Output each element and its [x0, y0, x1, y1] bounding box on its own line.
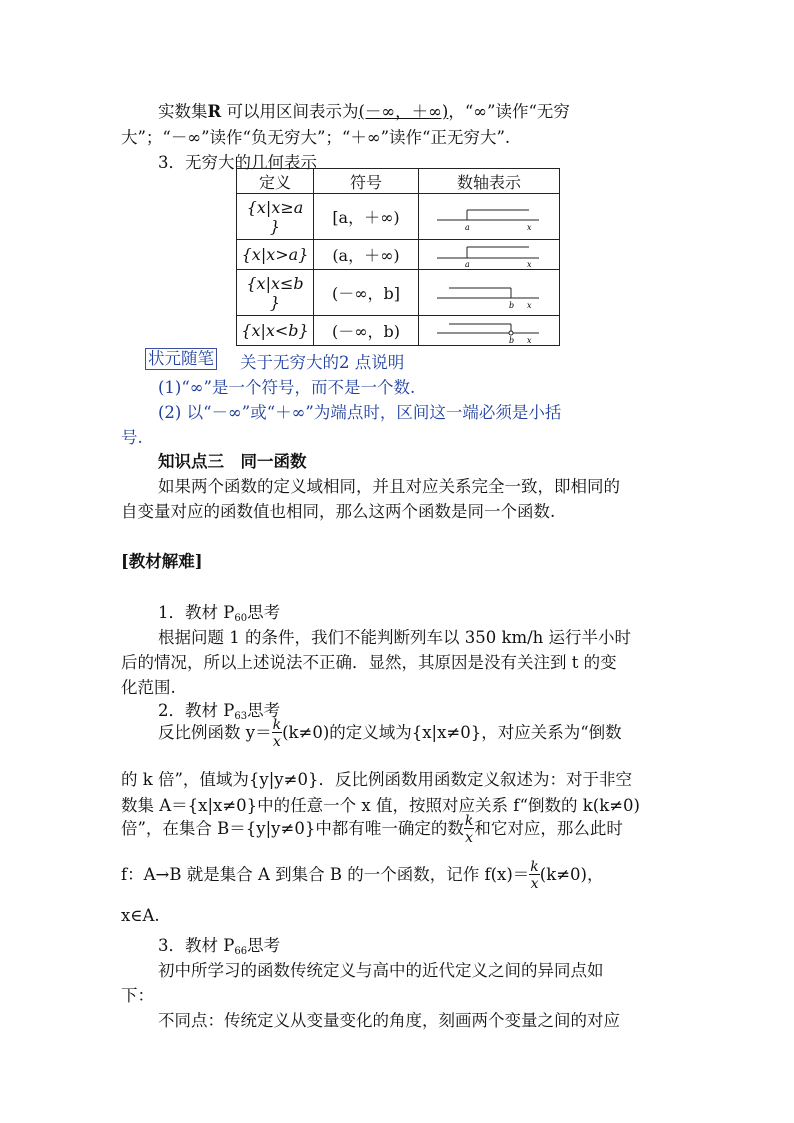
definition-text: {x|x≥a: [246, 197, 304, 217]
q1-suffix: 思考: [247, 603, 281, 622]
jiaocai-heading: [教材解难]: [121, 552, 203, 571]
q1-line-1: 根据问题 1 的条件，我们不能判断列车以 350 km/h 运行半小时: [158, 628, 632, 647]
intro-line-2: 大”；“－∞”读作“负无穷大”；“＋∞”读作“正无穷大”.: [121, 128, 511, 147]
fraction-numerator: k: [464, 813, 474, 829]
q1-title-text: 1．教材 P: [158, 603, 235, 622]
q2-line-5a: f：A→B 就是集合 A 到集合 B 的一个函数，记作 f(x)＝: [121, 865, 530, 884]
symbol-cell: (－∞，b): [314, 316, 419, 346]
table-header-row: [237, 169, 560, 194]
intro-text-c: ，“∞”读作“无穷: [448, 102, 570, 121]
q1-line-2: 后的情况，所以上述说法不正确．显然，其原因是没有关注到 t 的变: [121, 653, 617, 672]
number-line-cell: [419, 316, 560, 346]
definition-text: {x|x≤b: [246, 273, 304, 293]
kp3-para-2: 自变量对应的函数值也相同，那么这两个函数是同一个函数.: [121, 502, 556, 521]
note-tag: 状元随笔: [145, 348, 217, 370]
q2-line-4b: 和它对应，那么此时: [474, 819, 623, 838]
number-line-open-left: [429, 317, 549, 345]
q3-suffix: 思考: [247, 936, 281, 955]
q2-line-1b: (k≠0)的定义域为{x|x≠0}，对应关系为“倒数: [282, 723, 622, 742]
table-row: [237, 316, 560, 346]
definition-cell: {x|x<b}: [237, 316, 314, 346]
header-definition: 定义: [237, 169, 314, 194]
endpoint-label: a: [465, 222, 470, 232]
endpoint-label: a: [465, 259, 470, 269]
fraction-numerator: k: [530, 859, 539, 875]
q1-title: [158, 599, 280, 624]
q2-line-6: x∈A.: [121, 906, 160, 925]
intro-text-a: 实数集: [158, 102, 208, 121]
fraction-k-over-x: [272, 718, 282, 749]
intro-text-b: 可以用区间表示为: [221, 102, 359, 121]
q3-title-text: 3．教材 P: [158, 936, 235, 955]
table-row: [237, 194, 560, 240]
number-line-closed-left: [429, 276, 549, 310]
kp3-title: 知识点三 同一函数: [158, 452, 307, 471]
definition-cell: [237, 194, 314, 240]
q2-title-text: 2．教材 P: [158, 701, 235, 720]
q3-line-2: 下：: [121, 986, 154, 1005]
fraction-denominator: x: [530, 876, 539, 892]
q3-line-3: 不同点：传统定义从变量变化的角度，刻画两个变量之间的对应: [158, 1011, 620, 1030]
q2-page: 63: [234, 711, 248, 722]
number-line-open-right: [429, 241, 549, 269]
axis-variable: x: [527, 259, 532, 269]
infinity-table: [236, 168, 560, 346]
q2-line-3: 数集 A＝{x|x≠0}中的任意一个 x 值，按照对应关系 f“倒数的 k(k≠0): [121, 796, 640, 815]
number-line-closed-right: [429, 202, 549, 232]
header-number-line: 数轴表示: [419, 169, 560, 194]
fraction-denominator: x: [465, 830, 474, 846]
q2-line-5: [121, 860, 603, 891]
note-item-2: (2) 以“－∞”或“＋∞”为端点时，区间这一端必须是小括: [158, 403, 562, 422]
axis-variable: x: [527, 300, 532, 310]
note-title: 关于无穷大的2 点说明: [240, 353, 405, 372]
q3-title: [158, 932, 280, 957]
number-line-cell: [419, 240, 560, 270]
fraction-numerator: k: [272, 717, 282, 733]
kp3-para-1: 如果两个函数的定义域相同，并且对应关系完全一致，即相同的: [158, 477, 620, 496]
definition-cell: [237, 270, 314, 316]
symbol-cell: (－∞，b]: [314, 270, 419, 316]
axis-variable: x: [527, 222, 532, 232]
q3-line-1: 初中所学习的函数传统定义与高中的近代定义之间的异同点如: [158, 961, 604, 980]
definition-brace: }: [269, 292, 281, 312]
fraction-k-over-x: [464, 814, 474, 845]
definition-brace: }: [269, 216, 281, 236]
endpoint-label: b: [509, 300, 515, 310]
section3-title: 3．无穷大的几何表示: [158, 153, 317, 172]
header-symbol: 符号: [314, 169, 419, 194]
interval-notation: (－∞，＋∞): [358, 102, 449, 121]
fraction-denominator: x: [272, 734, 281, 750]
q2-line-4a: 倍”，在集合 B＝{y|y≠0}中都有唯一确定的数: [121, 819, 464, 838]
q2-line-1: [158, 718, 622, 749]
axis-variable: x: [527, 335, 532, 345]
number-line-cell: [419, 194, 560, 240]
q1-page: 60: [234, 613, 248, 624]
q3-page: 66: [234, 946, 248, 957]
note-item-2-cont: 号.: [121, 428, 143, 447]
q2-line-2: 的 k 倍”，值域为{y|y≠0}．反比例函数用函数定义叙述为：对于非空: [121, 770, 632, 789]
symbol-cell: (a，＋∞): [314, 240, 419, 270]
q2-line-5b: (k≠0)，: [539, 865, 604, 884]
q2-suffix: 思考: [247, 701, 281, 720]
intro-line-1: [158, 98, 570, 122]
symbol-cell: [a，＋∞): [314, 194, 419, 240]
definition-cell: {x|x>a}: [237, 240, 314, 270]
table-row: [237, 270, 560, 316]
q2-line-4: [121, 814, 623, 845]
q1-line-3: 化范围.: [121, 678, 176, 697]
number-line-cell: [419, 270, 560, 316]
endpoint-label: b: [509, 335, 515, 345]
real-set-symbol: R: [207, 102, 222, 121]
q2-line-1a: 反比例函数 y＝: [158, 723, 272, 742]
fraction-k-over-x: [529, 860, 539, 891]
table-row: [237, 240, 560, 270]
note-item-1: (1)“∞”是一个符号，而不是一个数.: [158, 378, 416, 397]
